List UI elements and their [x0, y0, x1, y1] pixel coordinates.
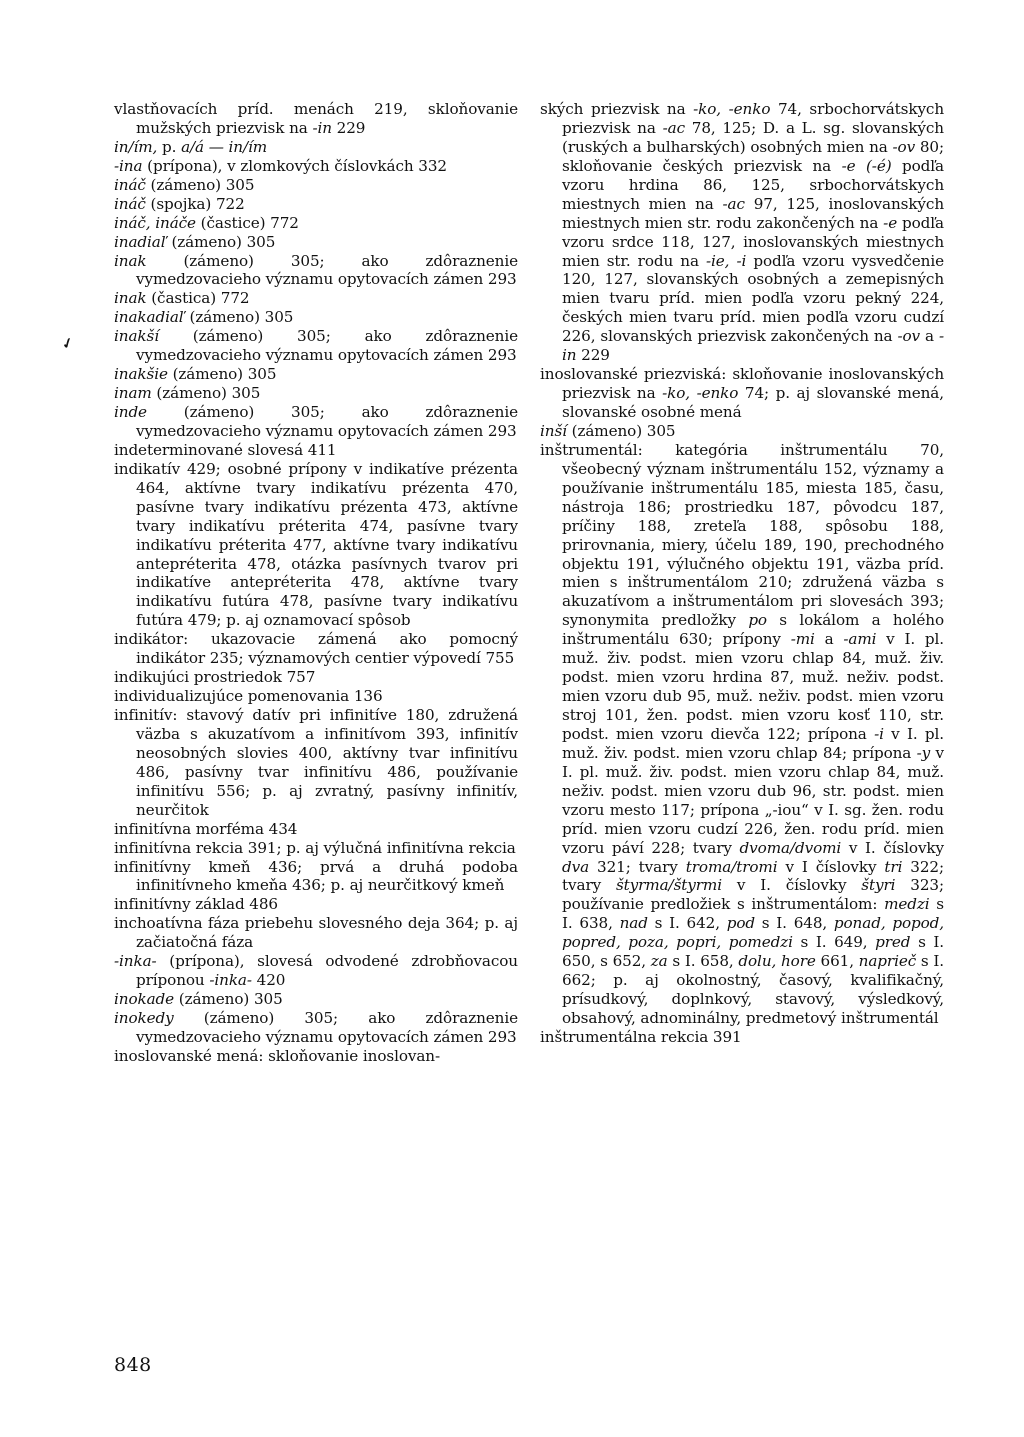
index-entry-text: s I. 649,: [792, 933, 876, 952]
index-entry-text: indikatív 429; osobné prípony v indikatíve prézenta 464, aktívne tvary indikatívu prézenta 470, pasívne tvary indikatívu prézenta 473, aktívne tvary indikatívu préterita 474, pasívne tvary indikatívu préterita 477, aktívne tvary indikatívu antepréterita 478, otázka pasívnych tvarov pri indikatíve antepréterita 478, aktívne tvary indikatívu futúra 478, pasívne tvary indikatívu futúra 479; p. aj oznamovací spôsob: [114, 459, 518, 630]
index-entry-text: 420: [251, 971, 286, 990]
index-entry-text: 78, 125; D. a L. sg. slovanských (ruských a bulharských) osobných mien na: [562, 118, 944, 156]
index-entry: [114, 914, 518, 952]
index-entry-text: inoslovanské priezviská: skloňovanie inoslovanských priezvisk na: [540, 365, 944, 403]
index-entry: [114, 176, 518, 195]
index-entry-text: (zámeno) 305: [174, 990, 283, 1009]
index-entry-italic-text: -ov: [892, 137, 916, 156]
index-entry: [114, 706, 518, 820]
index-entry: [540, 100, 944, 365]
index-entry-italic-text: inam: [114, 384, 152, 403]
index-entry-text: a: [920, 327, 939, 346]
index-entry: [114, 138, 518, 157]
index-entry-text: indeterminované slovesá 411: [114, 440, 337, 459]
index-entry-italic-text: -ac: [662, 118, 685, 137]
index-entry: [114, 441, 518, 460]
index-entry: [114, 327, 518, 365]
index-entry: [114, 1047, 518, 1066]
index-entry-italic-text: -ov: [897, 327, 921, 346]
index-entry-text: p.: [157, 137, 182, 156]
index-entry-text: (častica) 772: [146, 289, 250, 308]
index-entry: [114, 687, 518, 706]
index-entry-text: (prípona), v zlomkových číslovkách 332: [142, 156, 447, 175]
index-entry-text: (zámeno) 305: [566, 421, 676, 440]
index-entry-italic-text: -in: [312, 118, 332, 137]
index-entry-italic-text: tri: [884, 857, 903, 876]
index-entry-italic-text: inakší: [114, 327, 159, 346]
index-entry-italic-text: -ko, -enko: [693, 100, 771, 118]
index-entry-italic-text: inokedy: [114, 1009, 174, 1027]
index-entry-italic-text: inak: [114, 289, 147, 308]
index-entry-text: indikujúci prostriedok 757: [114, 668, 316, 687]
index-entry-italic-text: štyrma/štyrmi: [615, 876, 722, 895]
index-entry: [540, 365, 944, 422]
index-column-left: [114, 100, 518, 1066]
index-column-right: [540, 100, 944, 1047]
index-entry-text: v I. pl. muž. živ. podst. mien vzoru chlap 84, muž. živ. podst. mien vzoru hrdina 87, muž. neživ. podst. mien vzoru dub 95, muž. neživ. podst. mien vzoru stroj 101, žen. podst. mien vzoru kosť 110, str. podst. mien vzoru dievča 122; prípona: [562, 630, 944, 743]
index-entry-italic-text: -ac: [722, 194, 745, 213]
index-entry-text: infinitív: stavový datív pri infinitíve 180, združená väzba s akuzatívom a infinitívom 393, infinitív neosobných slovies 400, aktívny tvar infinitívu 486, pasívny tvar infinitívu 486, používanie infinitívu 556; p. aj zvratný, pasívny infinitív, neurčitok: [114, 706, 518, 819]
index-entry: [540, 422, 944, 441]
index-entry: [114, 668, 518, 687]
index-entry: [114, 952, 518, 990]
index-entry-italic-text: -mi: [790, 630, 815, 649]
index-entry-text: (zámeno) 305: [145, 175, 255, 194]
index-entry-text: inoslovanské mená: skloňovanie inoslovan-: [114, 1046, 441, 1065]
index-entry-text: s I. 658,: [667, 952, 739, 971]
index-entry-text: 97, 125, inoslovanských miestnych mien str. rodu zakončených na: [562, 194, 944, 232]
index-entry-text: (zámeno) 305: [184, 308, 294, 327]
index-entry-text: ských priezvisk na: [540, 100, 694, 118]
index-entry-italic-text: inakadiaľ: [114, 308, 185, 327]
index-entry-text: podľa vzoru srdce 118, 127, inoslovanských miestnych mien str. rodu na: [562, 213, 944, 270]
index-entry: [114, 289, 518, 308]
index-entry-text: podľa vzoru vysvedčenie 120, 127, slovanských osobných a zemepisných mien tvaru príd. mien podľa vzoru pekný 224, českých mien tvaru príd. mien podľa vzoru cudzí 226, slovanských priezvisk zakončených na: [562, 251, 944, 346]
index-entry: [114, 1009, 518, 1047]
index-entry-text: 661,: [815, 952, 859, 971]
index-entry-italic-text: -ami: [843, 630, 877, 649]
index-entry: [114, 252, 518, 290]
index-entry-text: 80; skloňovanie českých priezvisk na: [562, 137, 944, 175]
index-entry: [114, 990, 518, 1009]
index-entry-text: 74; p. aj slovanské mená, slovanské osobné mená: [562, 384, 944, 421]
index-entry-italic-text: dvoma/dvomi: [739, 838, 842, 857]
index-entry-text: (zámeno) 305: [166, 232, 276, 251]
index-entry-italic-text: inokade: [114, 990, 175, 1009]
index-entry-italic-text: inakšie: [114, 365, 168, 384]
index-entry: [114, 460, 518, 630]
index-entry: [114, 214, 518, 233]
index-entry-text: 229: [576, 346, 610, 365]
index-entry-text: v I. pl. muž. živ. podst. mien vzoru chlap 84; prípona: [562, 724, 944, 762]
index-entry-text: individualizujúce pomenovania 136: [114, 687, 383, 706]
index-entry-italic-text: dva: [562, 857, 590, 876]
index-entry-text: podľa vzoru hrdina 86, 125, srbochorvátskych miestnych mien na: [562, 156, 945, 213]
index-entry-italic-text: -inka-: [114, 952, 157, 971]
index-entry-text: (zámeno) 305; ako zdôraznenie vymedzovacieho významu opytovacích zámen 293: [136, 1009, 518, 1046]
index-entry-text: (častice) 772: [195, 213, 299, 232]
index-entry-italic-text: -inka-: [209, 971, 252, 990]
index-entry-italic-text: pred: [875, 933, 911, 952]
index-entry-text: infinitívny základ 486: [114, 895, 278, 914]
index-entry-italic-text: inak: [114, 251, 147, 270]
index-entry: [114, 839, 518, 858]
index-entry-text: inštrumentálna rekcia 391: [540, 1027, 742, 1046]
index-entry: [114, 308, 518, 327]
index-entry-italic-text: ináč, ináče: [114, 213, 196, 232]
index-entry-text: (zámeno) 305: [151, 384, 261, 403]
index-entry-text: v I. pl. muž. živ. podst. mien vzoru chlap 84, muž. neživ. podst. mien vzoru dub 96, str. podst. mien vzoru mesto 117; prípona „-iou“ v I. sg. žen. rodu príd. mien vzoru cudzí 226, žen. rodu príd. mien vzoru páví 228; tvary: [562, 743, 944, 857]
margin-check-mark: ✓: [59, 334, 77, 354]
index-entry-text: a: [814, 630, 844, 649]
index-entry-italic-text: in/ím,: [114, 137, 158, 156]
index-entry-text: infinitívna morféma 434: [114, 819, 298, 838]
index-entry-italic-text: po: [748, 611, 767, 630]
index-entry-italic-text: pod: [726, 914, 756, 933]
index-entry: [114, 858, 518, 896]
index-entry: [114, 365, 518, 384]
index-entry-text: inštrumentál: kategória inštrumentálu 70, všeobecný význam inštrumentálu 152, významy a používanie inštrumentálu 185, miesta 185, času, nástroja 186; prostriedku 187, pôvodcu 187, príčiny 188, zreteľa 188, spôsobu 188, prirovnania, miery, účelu 189, 190, prechodného objektu 191, výlučného objektu 191, väzba príd. mien s inštrumentálom 210; združená väzba s akuzatívom a inštrumentálom pri slovesách 393; synonymita predložky: [540, 440, 944, 630]
index-entry: [540, 441, 944, 1028]
index-entry-italic-text: inadiaľ: [114, 232, 167, 251]
index-entry-text: (zámeno) 305; ako zdôraznenie vymedzovacieho významu opytovacích zámen 293: [136, 327, 518, 365]
index-entry-text: infinitívna rekcia 391; p. aj výlučná infinitívna rekcia: [114, 838, 516, 857]
index-entry-italic-text: ponad, popod, popred, poza, popri, pomedzi: [562, 914, 945, 952]
index-entry-italic-text: -i: [874, 724, 884, 743]
index-entry-italic-text: inde: [114, 403, 147, 421]
index-entry-text: (zámeno) 305; ako zdôraznenie vymedzovacieho významu opytovacích zámen 293: [136, 403, 518, 440]
index-entry-italic-text: nad: [619, 914, 648, 933]
index-entry-text: 323; používanie predložiek s inštrumentálom:: [562, 876, 944, 914]
index-entry-text: indikátor: ukazovacie zámená ako pomocný indikátor 235; významových centier výpovedí 755: [114, 630, 518, 668]
index-entry-text: v I. číslovky: [841, 838, 945, 857]
index-entry-italic-text: za: [650, 952, 668, 971]
index-entry-italic-text: -ie, -i: [705, 251, 747, 270]
index-entry: [114, 157, 518, 176]
index-entry-text: v I. číslovky: [721, 876, 862, 895]
index-entry-text: (zámeno) 305: [167, 365, 277, 384]
index-entry: [114, 233, 518, 252]
index-entry-text: (zámeno) 305; ako zdôraznenie vymedzovacieho významu opytovacích zámen 293: [136, 251, 518, 289]
index-entry-text: s I. 650, s 652,: [562, 933, 945, 971]
index-entry-italic-text: troma/tromi: [685, 857, 778, 876]
index-entry-text: infinitívny kmeň 436; prvá a druhá podoba infinitívneho kmeňa 436; p. aj neurčitkový kmeň: [114, 857, 518, 895]
index-entry-italic-text: ináč: [114, 175, 146, 194]
index-entry-italic-text: ináč: [114, 194, 146, 213]
index-entry: [114, 100, 518, 138]
index-entry: [114, 195, 518, 214]
index-entry: [114, 820, 518, 839]
index-entry-text: 321; tvary: [589, 857, 686, 876]
index-entry-italic-text: inší: [540, 421, 567, 440]
index-entry: [114, 630, 518, 668]
index-entry: [114, 403, 518, 441]
index-entry-text: s lokálom a holého inštrumentálu 630; prípony: [562, 611, 944, 649]
index-entry-italic-text: štyri: [861, 876, 896, 895]
index-entry-italic-text: a/á — in/ím: [181, 137, 268, 156]
index-entry-text: s I. 648,: [755, 914, 834, 933]
index-entry-text: inchoatívna fáza priebehu slovesného deja 364; p. aj začiatočná fáza: [114, 914, 518, 952]
index-entry-text: vlastňovacích príd. menách 219, skloňovanie mužských priezvisk na: [114, 100, 518, 137]
index-entry-italic-text: -ko, -enko: [662, 384, 739, 403]
index-entry-italic-text: dolu, hore: [738, 952, 816, 971]
index-entry: [114, 384, 518, 403]
index-entry-text: v I číslovky: [777, 857, 885, 876]
index-entry-italic-text: -e (-é): [841, 156, 892, 175]
index-entry-italic-text: medzi: [884, 895, 930, 914]
index-entry-italic-text: -e: [883, 213, 898, 232]
index-entry-text: s I. 642,: [647, 914, 727, 933]
index-entry-text: s I. 638,: [562, 895, 944, 933]
index-entry-text: (spojka) 722: [145, 194, 245, 213]
index-entry-italic-text: naprieč: [858, 952, 917, 971]
index-entry-text: 229: [331, 118, 366, 137]
page-number: 848: [114, 1354, 152, 1376]
index-entry-text: (prípona), slovesá odvodené zdrobňovacou príponou: [136, 952, 518, 990]
index-entry-text: 74, srbochorvátskych priezvisk na: [562, 100, 945, 137]
index-entry-italic-text: -in: [562, 327, 944, 365]
index-entry-italic-text: -ina: [114, 156, 143, 175]
index-entry: [114, 895, 518, 914]
index-entry-text: s I. 662; p. aj okolnostný, časový, kvalifikačný, prísudkový, doplnkový, stavový, výsledkový, obsahový, adnominálny, predmetový inštrumentál: [562, 952, 944, 1027]
index-entry-text: 322; tvary: [562, 857, 945, 895]
index-entry-italic-text: -y: [916, 743, 931, 762]
index-entry: [540, 1028, 944, 1047]
